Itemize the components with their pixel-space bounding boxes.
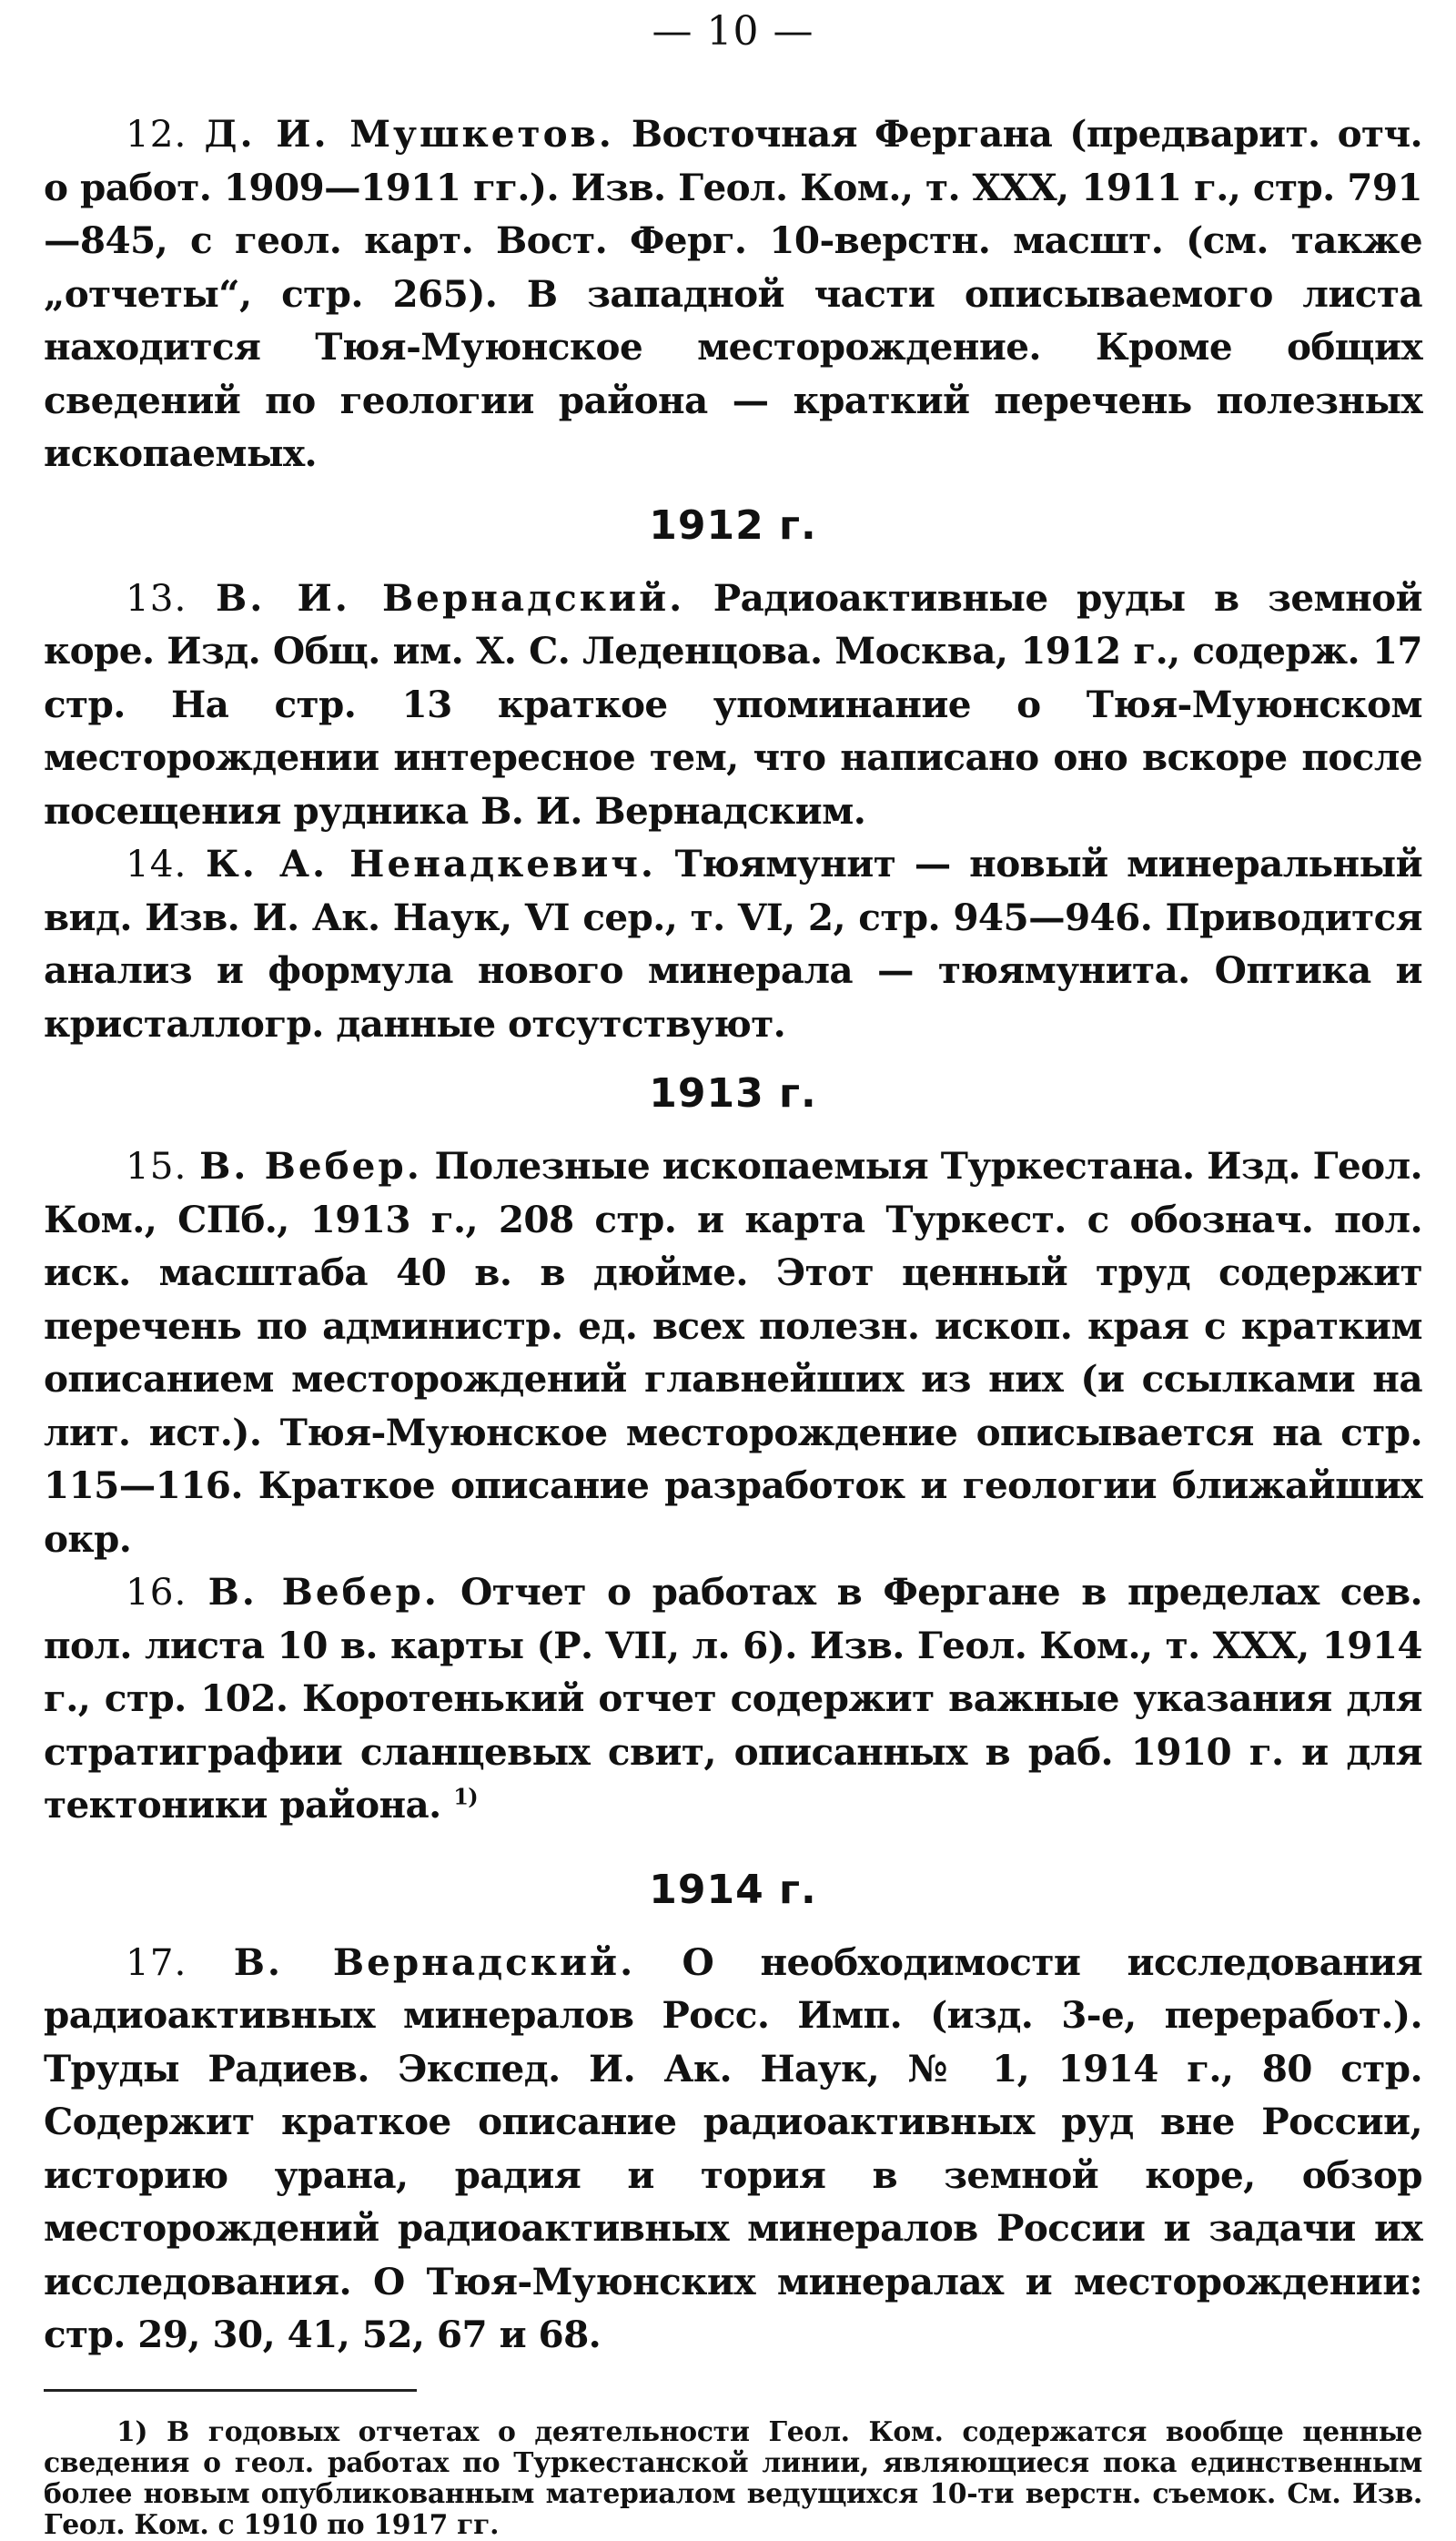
- year-heading-1914: 1914 г.: [649, 1866, 817, 1913]
- footnote-text: В годовых отчетах о деятельности Геол. Ком. содержатся вообще ценные сведения о геол. работах по Туркестанской линии, являющиеся пока единственным более новым опубликованным материалом ведущихся 10-ти верстн. съемок. См. Изв. Геол. Ком. с 1910 по 1917 гг.: [44, 2415, 1423, 2541]
- entry-number: 12.: [126, 112, 187, 156]
- entry-author: В. И. Вернадский.: [215, 575, 685, 620]
- footnote: [44, 2417, 1422, 2541]
- entry-author: К. А. Ненадкевич.: [205, 842, 657, 886]
- bibliography-entry-12: [44, 107, 1422, 481]
- year-heading-1913: 1913 г.: [649, 1070, 817, 1117]
- entry-author: В. Вебер.: [207, 1570, 440, 1614]
- entry-number: 17.: [126, 1939, 187, 1984]
- entry-number: 16.: [126, 1570, 187, 1614]
- entry-author: В. Вебер.: [199, 1144, 422, 1188]
- year-heading-1912: 1912 г.: [649, 501, 817, 549]
- entry-number: 15.: [126, 1144, 187, 1188]
- footnote-reference: 1): [453, 1783, 479, 1810]
- bibliography-entry-15: [44, 1139, 1422, 1565]
- entry-author: Д. И. Мушкетов.: [204, 112, 614, 156]
- bibliography-entry-14: [44, 837, 1422, 1050]
- entry-text: О необходимости исследования радиоактивных минералов Росс. Имп. (изд. 3-е, переработ.). Труды Радиев. Экспед. И. Ак. Наук, № 1, 1914 г., 80 стр. Содержит краткое описание радиоактивных руд вне России, историю урана, радия и тория в земной коре, обзор месторождений радиоактивных минералов России и задачи их исследования. О Тюя-Муюнских минералах и месторождении: стр. 29, 30, 41, 52, 67 и 68.: [44, 1939, 1423, 2356]
- document-page: [44, 0, 1422, 2541]
- page-number: — 10 —: [652, 8, 814, 55]
- entry-text: Полезные ископаемыя Туркестана. Изд. Геол. Ком., СПб., 1913 г., 208 стр. и карта Туркест. с обознач. пол. иск. масштаба 40 в. в дюйме. Этот ценный труд содержит перечень по администр. ед. всех полезн. ископ. края с кратким описанием месторождений главнейших из них (и ссылками на лит. ист.). Тюя-Муюнское месторождение описывается на стр. 115—116. Краткое описание разработок и геологии ближайших окр.: [44, 1144, 1423, 1561]
- entry-author: В. Вернадский.: [233, 1939, 636, 1984]
- entry-text: Восточная Фергана (предварит. отч. о работ. 1909—1911 гг.). Изв. Геол. Ком., т. XXX, 1911 г., стр. 791—845, с геол. карт. Вост. Ферг. 10-верстн. масшт. (см. также „отчеты“, стр. 265). В западной части описываемого листа находится Тюя-Муюнское месторождение. Кроме общих сведений по геологии района — краткий перечень полезных ископаемых.: [44, 112, 1423, 475]
- entry-text: Отчет о работах в Фергане в пределах сев. пол. листа 10 в. карты (Р. VII, л. 6). Изв. Геол. Ком., т. XXX, 1914 г., стр. 102. Коротенький отчет содержит важные указания для стратиграфии сланцевых свит, описанных в раб. 1910 г. и для тектоники района.: [44, 1570, 1422, 1827]
- bibliography-entry-17: [44, 1936, 1422, 2362]
- entry-text: Радиоактивные руды в земной коре. Изд. Общ. им. Х. С. Леденцова. Москва, 1912 г., содерж. 17 стр. На стр. 13 краткое упоминание о Тюя-Муюнском месторождении интересное тем, что написано оно вскоре после посещения рудника В. И. Вернадским.: [44, 575, 1422, 833]
- footnote-marker: 1): [116, 2415, 148, 2448]
- bibliography-entry-16: [44, 1565, 1422, 1832]
- bibliography-entry-13: [44, 572, 1422, 838]
- entry-number: 14.: [126, 842, 187, 886]
- footnote-divider: [44, 2389, 417, 2392]
- entry-text: Тюямунит — новый минеральный вид. Изв. И. Ак. Наук, VI сер., т. VI, 2, стр. 945—946. Приводится анализ и формула нового минерала — тюямунита. Оптика и кристаллогр. данные отсутствуют.: [44, 842, 1423, 1046]
- entry-number: 13.: [126, 575, 187, 620]
